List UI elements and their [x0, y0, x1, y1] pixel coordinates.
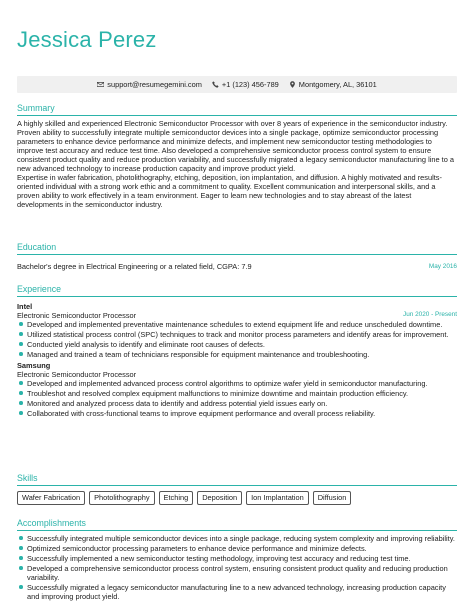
- skill-tag: Diffusion: [313, 491, 352, 505]
- accomplishments-heading: Accomplishments: [17, 518, 457, 531]
- email-text: support@resumegemini.com: [107, 79, 202, 89]
- list-item: Utilized statistical process control (SPC) techniques to track and monitor process parameters and identify areas for improvement.: [17, 330, 457, 339]
- contact-location: [289, 80, 377, 89]
- list-item: Successfully migrated a legacy semiconductor manufacturing line to a new advanced technology, increasing production capacity and improving product yield.: [17, 583, 457, 601]
- list-item: Collaborated with cross-functional teams to improve equipment performance and overall process reliability.: [17, 409, 457, 418]
- list-item: Successfully integrated multiple semiconductor devices into a single package, reducing system complexity and improving reliability.: [17, 534, 457, 543]
- phone-icon: [212, 81, 219, 88]
- summary-paragraph-1: A highly skilled and experienced Electronic Semiconductor Processor with over 8 years of experience in the semiconductor industry. Proven ability to successfully integrate multiple semiconductor devices into a single package, optimize semiconductor processing parameters to enhance device performance and minimize defects, and implement new semiconductor testing methodologies to improve test accuracy and reduce test time. Also developed a comprehensive semiconductor process control system to ensure consistent product quality and reduce production variability, and successfully migrated a legacy semiconductor manufacturing line to a new advanced technology to increase production capacity and improve product yield.: [17, 118, 454, 173]
- skills-heading: Skills: [17, 473, 457, 486]
- list-item: Developed a comprehensive semiconductor process control system, ensuring consistent product quality and reducing production variability.: [17, 564, 457, 582]
- phone-text: +1 (123) 456-789: [221, 79, 279, 89]
- skills-list: [17, 491, 457, 505]
- job-entry-samsung: [17, 361, 457, 418]
- list-item: Conducted yield analysis to identify and eliminate root causes of defects.: [17, 340, 457, 349]
- education-row: [17, 262, 457, 271]
- envelope-icon: [97, 81, 104, 88]
- job-company: Samsung: [17, 360, 51, 370]
- list-item: Managed and trained a team of technicians responsible for equipment maintenance and troubleshooting.: [17, 350, 457, 359]
- job-role: Electronic Semiconductor Processor: [17, 310, 137, 320]
- accomplishments-list: [17, 534, 457, 601]
- job-date: Jun 2020 - Present: [403, 310, 457, 318]
- accomplishments-section: [17, 518, 457, 602]
- list-item: Developed and implemented preventative maintenance schedules to extend equipment life and reduce unscheduled downtime.: [17, 320, 457, 329]
- candidate-name: Jessica Perez: [17, 27, 157, 52]
- job-role-row: [17, 311, 457, 320]
- experience-section: [17, 284, 457, 419]
- job-bullets: [17, 379, 457, 418]
- skill-tag: Wafer Fabrication: [17, 491, 85, 505]
- education-heading: Education: [17, 242, 457, 255]
- list-item: Troubleshot and resolved complex equipment malfunctions to minimize downtime and maintain production efficiency.: [17, 389, 457, 398]
- map-pin-icon: [289, 81, 296, 88]
- skill-tag: Deposition: [197, 491, 242, 505]
- skills-section: [17, 473, 457, 505]
- list-item: Successfully implemented a new semiconductor testing methodology, improving test accuracy and reducing test time.: [17, 554, 457, 563]
- skill-tag: Ion Implantation: [246, 491, 309, 505]
- job-bullets: [17, 320, 457, 359]
- list-item: Optimized semiconductor processing parameters to enhance device performance and minimize defects.: [17, 544, 457, 553]
- contact-email[interactable]: [97, 80, 202, 89]
- contact-bar: [17, 76, 457, 93]
- skill-tag: Etching: [159, 491, 194, 505]
- contact-phone[interactable]: [212, 80, 279, 89]
- job-role-row: [17, 370, 457, 379]
- location-text: Montgomery, AL, 36101: [298, 79, 377, 89]
- summary-paragraph-2: Expertise in wafer fabrication, photolithography, etching, deposition, ion implantation, and diffusion. A highly motivated and results-oriented individual with a strong work ethic and a commitment to quality. Excellent communication and interpersonal skills, and a proven ability to work effectively in a team environment. Eager to learn new technologies and to stay abreast of the latest developments in the semiconductor industry.: [17, 172, 442, 209]
- education-date: May 2016: [428, 262, 457, 270]
- experience-heading: Experience: [17, 284, 457, 297]
- education-degree: Bachelor's degree in Electrical Engineering or a related field, CGPA: 7.9: [17, 261, 252, 271]
- education-section: [17, 242, 457, 271]
- list-item: Developed and implemented advanced process control algorithms to optimize wafer yield in semiconductor manufacturing.: [17, 379, 457, 388]
- job-company: Intel: [17, 301, 33, 311]
- job-role: Electronic Semiconductor Processor: [17, 369, 137, 379]
- job-entry-intel: [17, 302, 457, 359]
- summary-heading: Summary: [17, 103, 457, 116]
- summary-section: [17, 103, 457, 209]
- list-item: Monitored and analyzed process data to identify and address potential yield issues early on.: [17, 399, 457, 408]
- skill-tag: Photolithography: [89, 491, 154, 505]
